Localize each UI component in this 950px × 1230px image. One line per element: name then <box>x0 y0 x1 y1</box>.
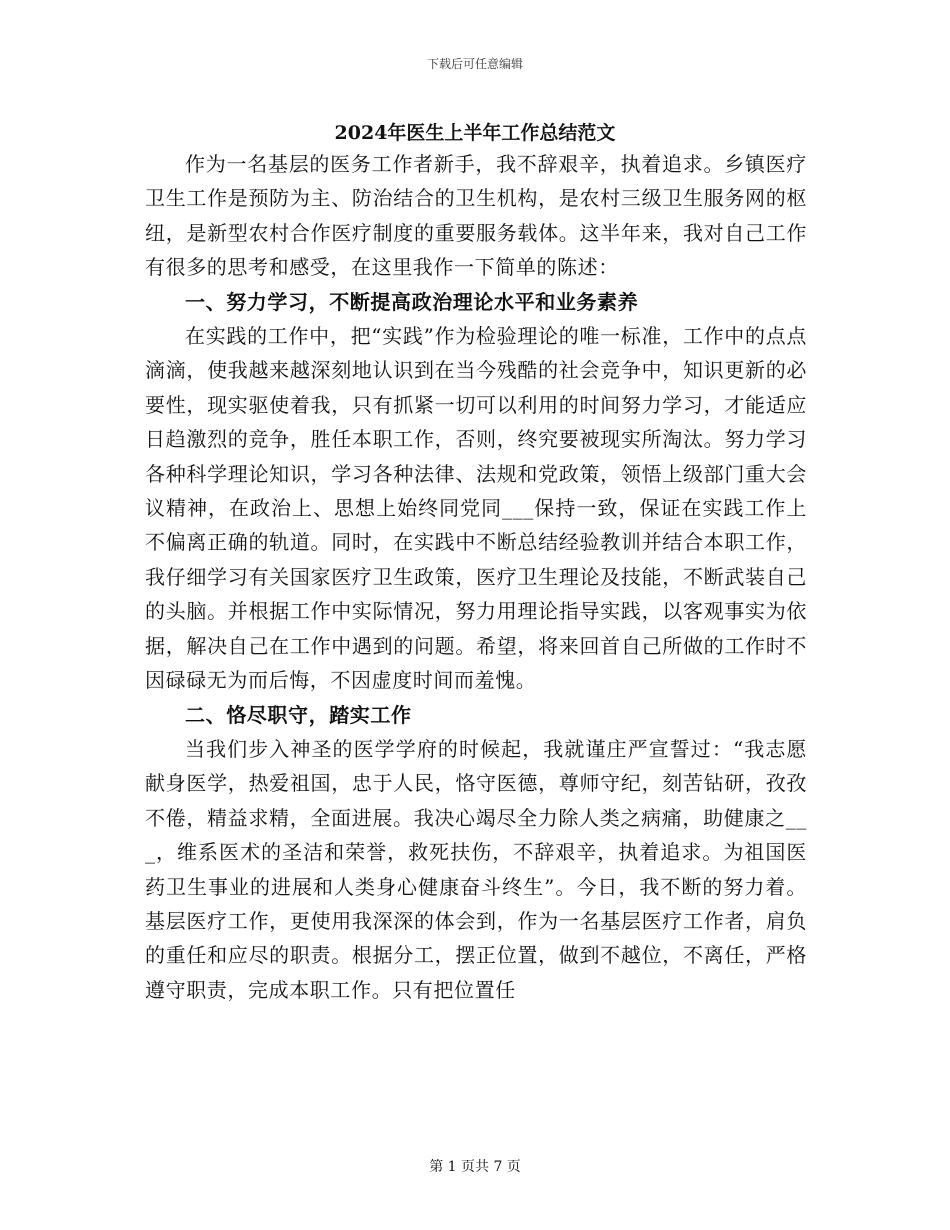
section-heading-2: 二、恪尽职守，踏实工作 <box>185 702 412 727</box>
section-1-paragraph: 在实践的工作中，把“实践”作为检验理论的唯一标准，工作中的点点滴滴，使我越来越深刻地认识到在当今残酷的社会竞争中，知识更新的必要性，现实驱使着我，只有抓紧一切可以利用的时间努力学习，才能适应日趋激烈的竞争，胜任本职工作，否则，终究要被现实所淘汰。努力学习各种科学理论知识，学习各种法律、法规和党政策，领悟上级部门重大会议精神，在政治上、思想上始终同党同___保持一致，保证在实践工作上不偏离正确的轨道。同时，在实践中不断总结经验教训并结合本职工作，我仔细学习有关国家医疗卫生政策，医疗卫生理论及技能，不断武装自己的头脑。并根据工作中实际情况，努力用理论指导实践，以客观事实为依据，解决自己在工作中遇到的问题。希望，将来回首自己所做的工作时不因碌碌无为而后悔，不因虚度时间而羞愧。 <box>145 324 807 693</box>
section-2-paragraph: 当我们步入神圣的医学学府的时候起，我就谨庄严宣誓过：“我志愿献身医学，热爱祖国，忠于人民，恪守医德，尊师守纪，刻苦钻研，孜孜不倦，精益求精，全面进展。我决心竭尽全力除人类之病痛，助健康之___，维系医术的圣洁和荣誉，救死扶伤，不辞艰辛，执着追求。为祖国医药卫生事业的进展和人类身心健康奋斗终生”。今日，我不断的努力着。基层医疗工作，更使用我深深的体会到，作为一名基层医疗工作者，肩负的重任和应尽的职责。根据分工，摆正位置，做到不越位，不离任，严格遵守职责，完成本职工作。只有把位置任 <box>145 736 807 1002</box>
page-footer: 第 1 页共 7 页 <box>429 1159 521 1175</box>
document-body <box>145 147 807 1007</box>
intro-paragraph: 作为一名基层的医务工作者新手，我不辞艰辛，执着追求。乡镇医疗卫生工作是预防为主、防治结合的卫生机构，是农村三级卫生服务网的枢纽，是新型农村合作医疗制度的重要服务载体。这半年来，我对自己工作有很多的思考和感受，在这里我作一下简单的陈述： <box>145 152 807 280</box>
document-title: 2024年医生上半年工作总结范文 <box>334 122 616 144</box>
section-heading-1: 一、努力学习，不断提高政治理论水平和业务素养 <box>185 289 639 314</box>
page-header: 下载后可任意编辑 <box>426 57 523 71</box>
